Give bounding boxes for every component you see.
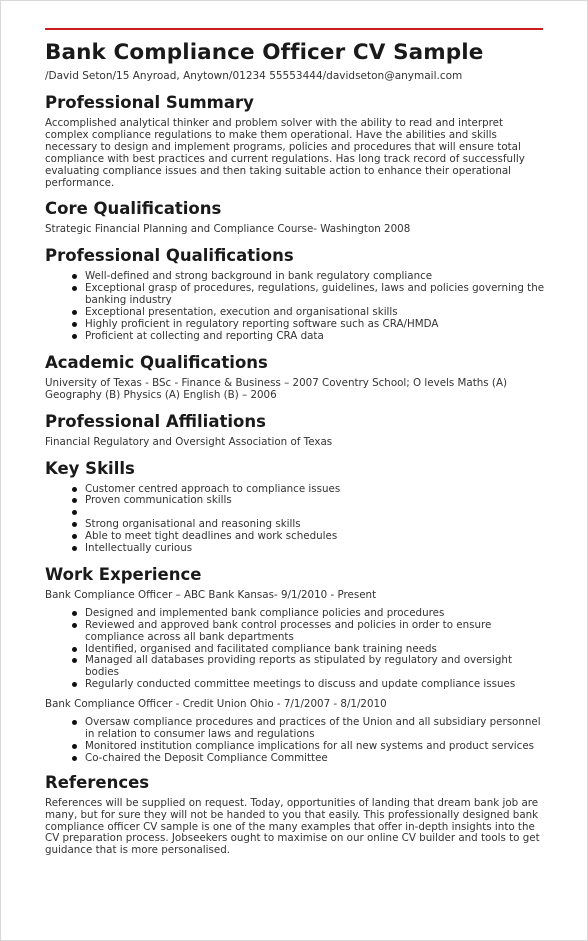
academic-text: University of Texas - BSc - Finance & Business – 2007 Coventry School; O levels Maths (A) Geography (B) Physics (A) English (B) – 2006 bbox=[45, 376, 508, 401]
summary-text: Accomplished analytical thinker and problem solver with the ability to read and interpret complex compliance regulations to make them operational. Have the abilities and skills necessary to design and implement programs, policies and procedures that will ensure total compliance with best practices and current regulations. Has long track record of successfully evaluating compliance issues and then taking suitable action to enhance their operational performance. bbox=[45, 117, 525, 189]
cv-title: Bank Compliance Officer CV Sample bbox=[45, 40, 484, 65]
summary-heading: Professional Summary bbox=[45, 93, 254, 112]
job-title: Bank Compliance Officer – ABC Bank Kansas- 9/1/2010 - Present bbox=[45, 588, 377, 601]
bullet-icon bbox=[72, 534, 77, 539]
professional-list bbox=[45, 271, 547, 342]
list-item: Co-chaired the Deposit Compliance Committee bbox=[85, 753, 547, 765]
bullet-icon bbox=[72, 647, 77, 652]
bullet-icon bbox=[72, 546, 77, 551]
list-item: Monitored institution compliance implications for all new systems and product services bbox=[85, 741, 547, 753]
references-heading: References bbox=[45, 772, 150, 792]
list-item: Highly proficient in regulatory reporting software such as CRA/HMDA bbox=[85, 319, 547, 331]
list-item: Oversaw compliance procedures and practices of the Union and all subsidiary personnel in relation to consumer laws and regulations bbox=[85, 717, 547, 741]
job-title: Bank Compliance Officer - Credit Union Ohio - 7/1/2007 - 8/1/2010 bbox=[45, 698, 387, 711]
list-item: Customer centred approach to compliance issues bbox=[85, 484, 547, 496]
list-item: Well-defined and strong background in bank regulatory compliance bbox=[85, 271, 547, 283]
professional-heading: Professional Qualifications bbox=[45, 246, 294, 266]
affiliations-heading: Professional Affiliations bbox=[45, 411, 266, 431]
top-accent-line bbox=[45, 28, 543, 30]
list-item: Proficient at collecting and reporting CRA data bbox=[85, 331, 547, 343]
core-text: Strategic Financial Planning and Compliance Course- Washington 2008 bbox=[45, 223, 411, 236]
bullet-icon bbox=[72, 334, 77, 339]
list-item: Identified, organised and facilitated compliance bank training needs bbox=[85, 644, 547, 656]
list-item: Exceptional grasp of procedures, regulations, guidelines, laws and policies governing the banking industry bbox=[85, 283, 547, 307]
list-item: Proven communication skills bbox=[85, 495, 547, 507]
bullet-icon bbox=[72, 744, 77, 749]
bullet-icon bbox=[72, 522, 77, 527]
academic-heading: Academic Qualifications bbox=[45, 352, 268, 372]
list-item: Able to meet tight deadlines and work schedules bbox=[85, 531, 547, 543]
list-item: Regularly conducted committee meetings to discuss and update compliance issues bbox=[85, 679, 547, 691]
bullet-icon bbox=[72, 510, 77, 515]
contact-line: /David Seton/15 Anyroad, Anytown/01234 55553444/davidseton@anymail.com bbox=[45, 70, 463, 82]
bullet-icon bbox=[72, 658, 77, 663]
bullet-icon bbox=[72, 274, 77, 279]
skills-heading: Key Skills bbox=[45, 458, 135, 478]
list-item: Strong organisational and reasoning skills bbox=[85, 519, 547, 531]
list-item: Exceptional presentation, execution and organisational skills bbox=[85, 307, 547, 319]
bullet-icon bbox=[72, 286, 77, 291]
bullet-icon bbox=[72, 322, 77, 327]
job-duties-list bbox=[45, 717, 547, 765]
bullet-icon bbox=[72, 611, 77, 616]
core-heading: Core Qualifications bbox=[45, 199, 222, 219]
bullet-icon bbox=[72, 498, 77, 503]
bullet-icon bbox=[72, 756, 77, 761]
skills-list bbox=[45, 484, 547, 555]
list-item: Managed all databases providing reports as stipulated by regulatory and oversight bodies bbox=[85, 655, 547, 679]
bullet-icon bbox=[72, 623, 77, 628]
references-text: References will be supplied on request. Today, opportunities of landing that dream bank job are many, but for sure they will not be handed to you that easily. This professionally designed bank compliance officer CV sample is one of the many examples that offer in-depth insights into the CV preparation process. Jobseekers ought to maximise on our online CV builder and tools to get guidance that is more personalised. bbox=[45, 796, 540, 857]
bullet-icon bbox=[72, 682, 77, 687]
bullet-icon bbox=[72, 310, 77, 315]
bullet-icon bbox=[72, 487, 77, 492]
experience-heading: Work Experience bbox=[45, 564, 202, 584]
bullet-icon bbox=[72, 720, 77, 725]
affiliations-text: Financial Regulatory and Oversight Association of Texas bbox=[45, 435, 333, 448]
list-item: Reviewed and approved bank control processes and policies in order to ensure compliance across all bank departments bbox=[85, 620, 547, 644]
list-item: Designed and implemented bank compliance policies and procedures bbox=[85, 608, 547, 620]
job-duties-list bbox=[45, 608, 547, 691]
cv-content bbox=[45, 39, 547, 857]
list-item: Intellectually curious bbox=[85, 543, 547, 555]
